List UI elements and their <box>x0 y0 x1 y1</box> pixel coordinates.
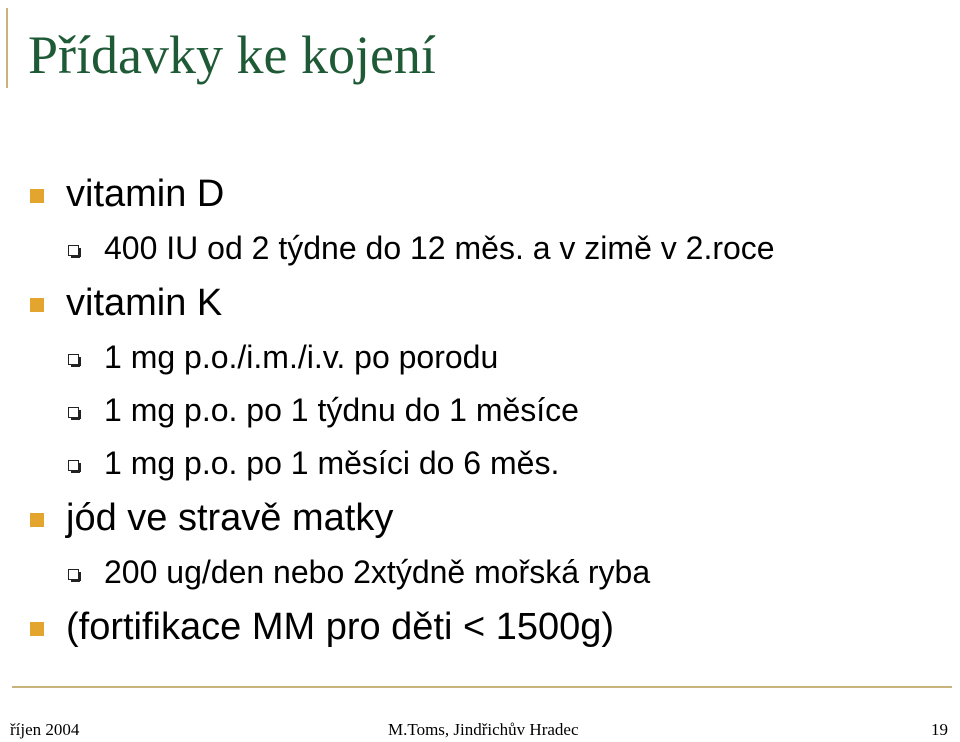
sub-bullet-text: 1 mg p.o. po 1 týdnu do 1 měsíce <box>104 392 579 428</box>
sub-bullet-item <box>0 546 960 599</box>
bullet-text: vitamin D <box>66 173 225 215</box>
sub-bullet-item <box>0 437 960 490</box>
footer-date: říjen 2004 <box>10 720 80 739</box>
square-bullet-icon <box>30 298 44 312</box>
bullet-item-iodine <box>0 490 960 546</box>
box-bullet-icon <box>68 245 79 256</box>
sub-bullet-text: 400 IU od 2 týdne do 12 měs. a v zimě v 2.roce <box>104 230 775 266</box>
bullet-text: vitamin K <box>66 282 223 324</box>
sub-bullet-item <box>0 331 960 384</box>
square-bullet-icon <box>30 189 44 203</box>
slide-number: 19 <box>931 720 948 739</box>
bullet-text: (fortifikace MM pro děti < 1500g) <box>66 606 615 648</box>
left-accent-rule <box>6 8 8 88</box>
box-bullet-icon <box>68 354 79 365</box>
footer-author: M.Toms, Jindřichův Hradec <box>388 720 579 739</box>
bullet-item-vitamin-d <box>0 166 960 222</box>
square-bullet-icon <box>30 513 44 527</box>
slide-title: Přídavky ke kojení <box>28 25 436 85</box>
sub-bullet-text: 1 mg p.o./i.m./i.v. po porodu <box>104 339 499 375</box>
sub-bullet-text: 1 mg p.o. po 1 měsíci do 6 měs. <box>104 445 560 481</box>
footer-divider <box>12 686 952 688</box>
bullet-text: jód ve stravě matky <box>66 497 394 539</box>
box-bullet-icon <box>68 569 79 580</box>
bullet-list <box>0 166 960 655</box>
bullet-item-vitamin-k <box>0 275 960 331</box>
sub-bullet-item <box>0 222 960 275</box>
sub-bullet-text: 200 ug/den nebo 2xtýdně mořská ryba <box>104 554 651 590</box>
bullet-item-fortification <box>0 599 960 655</box>
box-bullet-icon <box>68 460 79 471</box>
sub-bullet-item <box>0 384 960 437</box>
square-bullet-icon <box>30 622 44 636</box>
box-bullet-icon <box>68 407 79 418</box>
